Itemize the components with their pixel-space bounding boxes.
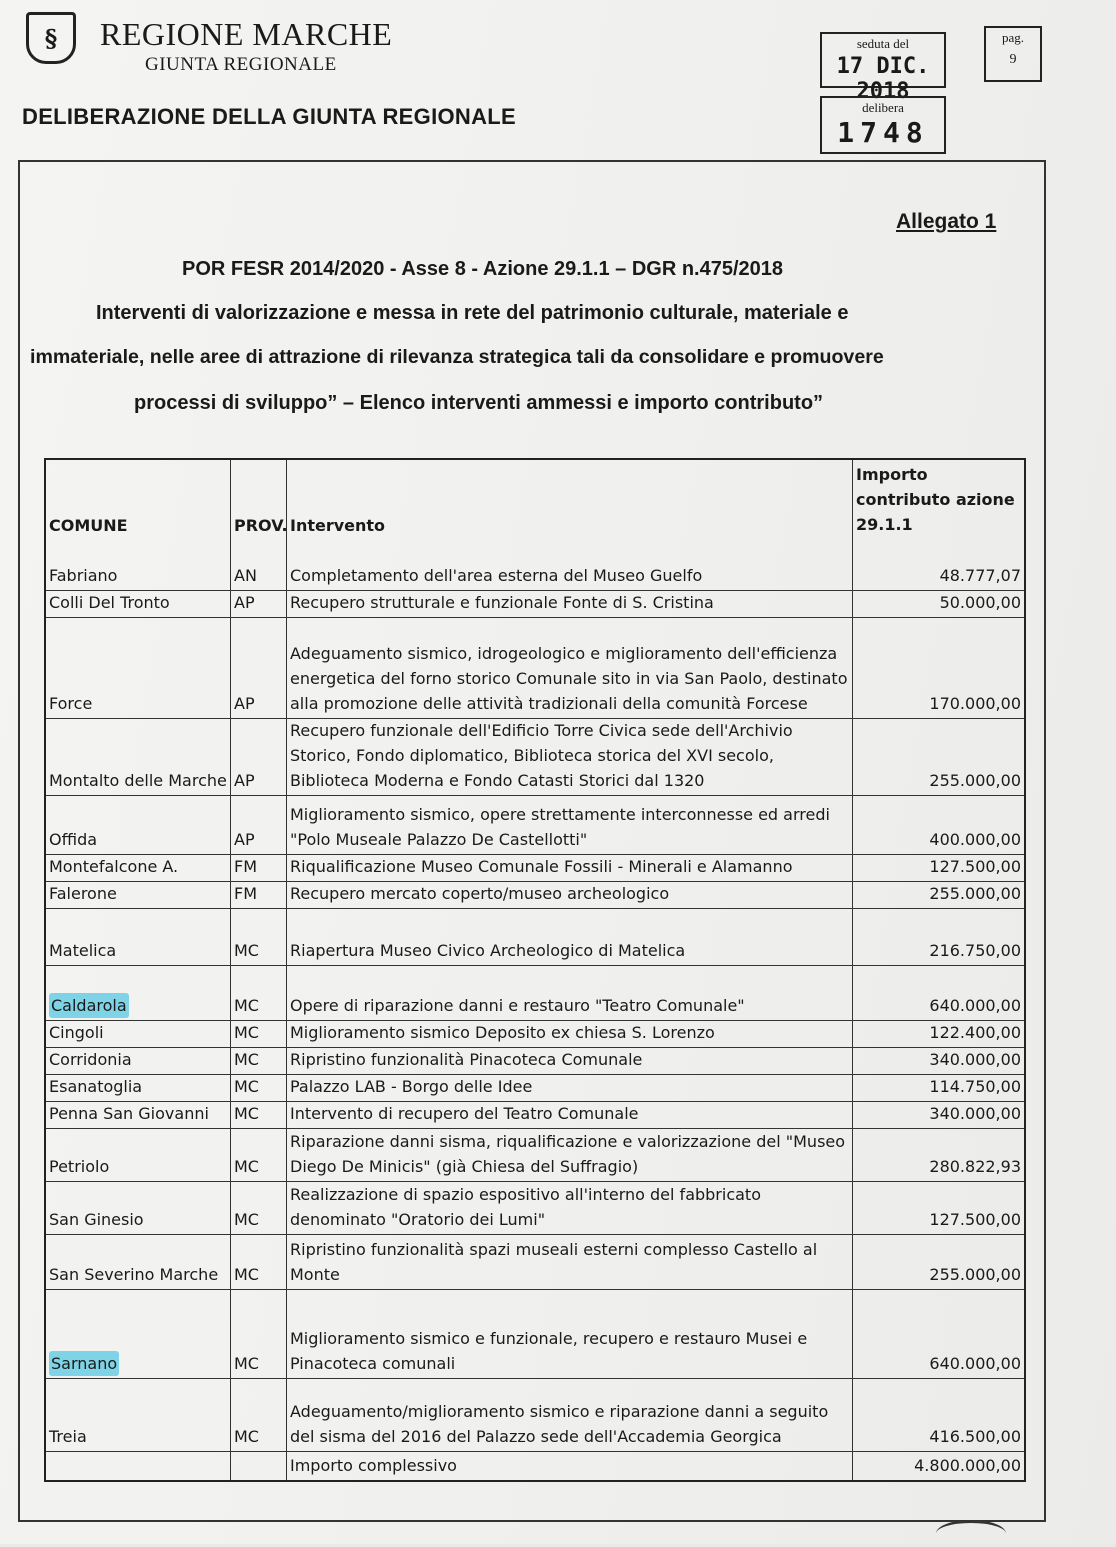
cell-comune-text: Petriolo	[49, 1157, 110, 1176]
cell-importo-text: 127.500,00	[929, 857, 1021, 876]
cell-prov	[230, 1102, 286, 1128]
delibera-label: delibera	[862, 100, 904, 115]
cell-prov-text: AP	[234, 830, 255, 849]
cell-importo-text: 170.000,00	[929, 694, 1021, 713]
cell-intervento-text: Opere di riparazione danni e restauro "Teatro Comunale"	[290, 996, 745, 1015]
cell-comune	[46, 1075, 230, 1101]
cell-prov	[230, 796, 286, 854]
cell-comune-text: Corridonia	[49, 1050, 132, 1069]
table-row	[46, 795, 1024, 854]
cell-importo-text: 400.000,00	[929, 830, 1021, 849]
cell-intervento	[286, 1021, 852, 1047]
cell-comune-text: Colli Del Tronto	[49, 593, 170, 612]
cell-comune-text: Force	[49, 694, 93, 713]
cell-prov	[230, 1021, 286, 1047]
cell-comune	[46, 540, 230, 590]
cell-importo	[852, 882, 1024, 908]
table-row	[46, 854, 1024, 881]
cell-intervento	[286, 1075, 852, 1101]
table-row	[46, 1101, 1024, 1128]
seduta-box	[820, 32, 946, 104]
cell-comune-text: Falerone	[49, 884, 117, 903]
cell-intervento	[286, 882, 852, 908]
cell-importo	[852, 966, 1024, 1020]
cell-comune	[46, 1048, 230, 1074]
cell-prov	[230, 1129, 286, 1181]
cell-comune-text: Caldarola	[49, 993, 129, 1018]
header-intervento: Intervento	[286, 460, 852, 540]
cell-comune	[46, 796, 230, 854]
table-row	[46, 965, 1024, 1020]
cell-comune	[46, 618, 230, 718]
header-comune: COMUNE	[49, 516, 128, 535]
cell-intervento	[286, 1102, 852, 1128]
cell-intervento	[286, 909, 852, 965]
allegato-label: Allegato 1	[896, 210, 997, 233]
cell-intervento	[286, 1235, 852, 1289]
subtitle-line-4: processi di sviluppo” – Elenco interventi ammessi e importo contributo”	[134, 392, 824, 414]
table-row	[46, 1181, 1024, 1234]
cell-intervento-text: Adeguamento sismico, idrogeologico e miglioramento dell'efficienza energetica del forno storico Comunale sito in via San Paolo, destinato alla promozione delle attività tradizionali della comunità Forcese	[290, 644, 848, 713]
cell-comune	[46, 855, 230, 881]
cell-intervento-text: Intervento di recupero del Teatro Comunale	[290, 1104, 639, 1123]
cell-prov-text: MC	[234, 1104, 259, 1123]
cell-importo-text: 255.000,00	[929, 771, 1021, 790]
cell-intervento-text: Recupero strutturale e funzionale Fonte di S. Cristina	[290, 593, 714, 612]
table-row	[46, 908, 1024, 965]
cell-comune-text: Esanatoglia	[49, 1077, 143, 1096]
cell-importo	[852, 1235, 1024, 1289]
cell-comune	[46, 909, 230, 965]
cell-prov	[230, 1235, 286, 1289]
cell-comune-text: Cingoli	[49, 1023, 104, 1042]
cell-prov-text: MC	[234, 1210, 259, 1229]
header-importo: Importo contributo azione 29.1.1	[852, 460, 1024, 540]
cell-importo	[852, 591, 1024, 617]
table-row	[46, 1234, 1024, 1289]
cell-prov	[230, 1048, 286, 1074]
cell-importo	[852, 1129, 1024, 1181]
table-row	[46, 1378, 1024, 1451]
seduta-label: seduta del	[856, 36, 910, 51]
cell-intervento	[286, 1048, 852, 1074]
cell-importo	[852, 1290, 1024, 1378]
cell-intervento	[286, 1129, 852, 1181]
cell-prov-text: MC	[234, 996, 259, 1015]
cell-comune-text: San Ginesio	[49, 1210, 144, 1229]
cell-prov-text: FM	[234, 857, 258, 876]
cell-comune-text: Sarnano	[49, 1351, 119, 1376]
header-prov: PROV.	[230, 460, 286, 540]
cell-intervento-text: Ripristino funzionalità Pinacoteca Comunale	[290, 1050, 643, 1069]
cell-comune-text: Penna San Giovanni	[49, 1104, 209, 1123]
regione-marche-logo-icon: §	[26, 12, 76, 64]
cell-intervento	[286, 618, 852, 718]
cell-prov	[230, 1075, 286, 1101]
cell-comune	[46, 882, 230, 908]
cell-importo-text: 216.750,00	[929, 941, 1021, 960]
subtitle-line-3: immateriale, nelle aree di attrazione di rilevanza strategica tali da consolidare e promuovere	[30, 346, 884, 368]
cell-comune	[46, 1182, 230, 1234]
cell-prov-text: AP	[234, 771, 255, 790]
cell-intervento-text: Realizzazione di spazio espositivo all'interno del fabbricato denominato "Oratorio dei Lumi"	[290, 1185, 761, 1229]
cell-comune	[46, 1102, 230, 1128]
cell-prov	[230, 909, 286, 965]
subtitle-line-2: Interventi di valorizzazione e messa in rete del patrimonio culturale, materiale e	[96, 302, 849, 324]
signature-mark	[936, 1520, 1006, 1547]
cell-prov	[230, 591, 286, 617]
cell-importo-text: 640.000,00	[929, 996, 1021, 1015]
cell-prov	[230, 855, 286, 881]
cell-prov	[230, 618, 286, 718]
cell-importo-text: 114.750,00	[929, 1077, 1021, 1096]
cell-comune	[46, 1129, 230, 1181]
cell-comune	[46, 719, 230, 795]
cell-comune	[46, 1235, 230, 1289]
cell-importo-text: 48.777,07	[939, 566, 1021, 585]
cell-importo	[852, 719, 1024, 795]
cell-importo	[852, 1021, 1024, 1047]
cell-importo	[852, 618, 1024, 718]
cell-intervento	[286, 540, 852, 590]
cell-importo-text: 280.822,93	[929, 1157, 1021, 1176]
cell-prov-text: MC	[234, 1077, 259, 1096]
total-value: 4.800.000,00	[852, 1452, 1024, 1480]
cell-intervento-text: Completamento dell'area esterna del Museo Guelfo	[290, 566, 703, 585]
cell-intervento	[286, 855, 852, 881]
table-row	[46, 1047, 1024, 1074]
cell-prov-text: MC	[234, 941, 259, 960]
cell-intervento-text: Riapertura Museo Civico Archeologico di Matelica	[290, 941, 686, 960]
cell-importo-text: 127.500,00	[929, 1210, 1021, 1229]
table-row	[46, 590, 1024, 617]
cell-importo	[852, 855, 1024, 881]
table-row	[46, 1128, 1024, 1181]
region-name: REGIONE MARCHE	[100, 16, 393, 52]
cell-prov-text: MC	[234, 1265, 259, 1284]
cell-prov	[230, 966, 286, 1020]
cell-intervento	[286, 1379, 852, 1451]
cell-comune-text: Offida	[49, 830, 98, 849]
cell-comune-text: San Severino Marche	[49, 1265, 219, 1284]
table-row	[46, 1289, 1024, 1378]
cell-importo	[852, 1379, 1024, 1451]
total-spacer	[46, 1452, 230, 1480]
cell-intervento-text: Ripristino funzionalità spazi museali esterni complesso Castello al Monte	[290, 1240, 818, 1284]
region-subtitle: GIUNTA REGIONALE	[145, 54, 337, 75]
cell-importo	[852, 1075, 1024, 1101]
cell-comune-text: Montalto delle Marche	[49, 771, 227, 790]
cell-prov	[230, 1182, 286, 1234]
cell-importo	[852, 1102, 1024, 1128]
cell-importo-text: 340.000,00	[929, 1104, 1021, 1123]
cell-comune-text: Fabriano	[49, 566, 118, 585]
cell-prov-text: MC	[234, 1157, 259, 1176]
cell-intervento-text: Riparazione danni sisma, riqualificazione e valorizzazione del "Museo Diego De Minicis" (già Chiesa del Suffragio)	[290, 1132, 846, 1176]
cell-intervento-text: Miglioramento sismico, opere strettamente interconnesse ed arredi "Polo Museale Palazzo De Castellotti"	[290, 805, 830, 849]
cell-importo	[852, 1182, 1024, 1234]
cell-intervento	[286, 966, 852, 1020]
cell-comune	[46, 591, 230, 617]
cell-importo-text: 640.000,00	[929, 1354, 1021, 1373]
cell-importo-text: 122.400,00	[929, 1023, 1021, 1042]
cell-prov	[230, 719, 286, 795]
cell-prov-text: FM	[234, 884, 258, 903]
cell-prov	[230, 540, 286, 590]
cell-comune	[46, 1379, 230, 1451]
cell-intervento-text: Recupero mercato coperto/museo archeologico	[290, 884, 670, 903]
table-header-row	[46, 460, 1024, 540]
page-number: 9	[1009, 52, 1017, 67]
cell-importo	[852, 540, 1024, 590]
cell-comune-text: Montefalcone A.	[49, 857, 179, 876]
cell-importo	[852, 796, 1024, 854]
cell-intervento-text: Recupero funzionale dell'Edificio Torre Civica sede dell'Archivio Storico, Fondo diplomatico, Biblioteca storica del XVI secolo, Biblioteca Moderna e Fondo Catasti Storici dal 1320	[290, 721, 793, 790]
cell-importo-text: 255.000,00	[929, 884, 1021, 903]
cell-intervento	[286, 1290, 852, 1378]
cell-intervento-text: Adeguamento/miglioramento sismico e riparazione danni a seguito del sisma del 2016 del Palazzo sede dell'Accademia Georgica	[290, 1402, 829, 1446]
delibera-number: 1748	[837, 116, 929, 149]
cell-prov-text: MC	[234, 1427, 259, 1446]
cell-importo	[852, 1048, 1024, 1074]
cell-prov-text: AP	[234, 593, 255, 612]
cell-intervento-text: Riqualificazione Museo Comunale Fossili - Minerali e Alamanno	[290, 857, 793, 876]
cell-intervento-text: Miglioramento sismico Deposito ex chiesa S. Lorenzo	[290, 1023, 715, 1042]
subtitle-line-1: POR FESR 2014/2020 - Asse 8 - Azione 29.1.1 – DGR n.475/2018	[182, 258, 784, 280]
table-row	[46, 617, 1024, 718]
cell-comune	[46, 1021, 230, 1047]
cell-comune	[46, 1290, 230, 1378]
table-row	[46, 540, 1024, 590]
cell-importo-text: 255.000,00	[929, 1265, 1021, 1284]
delibera-box	[820, 96, 946, 154]
cell-importo-text: 50.000,00	[939, 593, 1021, 612]
cell-comune-text: Matelica	[49, 941, 117, 960]
total-spacer	[230, 1452, 286, 1480]
seduta-date: 17 DIC. 2018	[836, 54, 930, 104]
cell-prov	[230, 882, 286, 908]
table-body	[46, 540, 1024, 1451]
cell-comune	[46, 966, 230, 1020]
table-row	[46, 881, 1024, 908]
cell-intervento-text: Palazzo LAB - Borgo delle Idee	[290, 1077, 533, 1096]
cell-intervento	[286, 1182, 852, 1234]
cell-importo-text: 416.500,00	[929, 1427, 1021, 1446]
cell-prov-text: MC	[234, 1050, 259, 1069]
cell-comune-text: Treia	[49, 1427, 87, 1446]
cell-importo	[852, 909, 1024, 965]
table-row	[46, 718, 1024, 795]
table-row	[46, 1074, 1024, 1101]
cell-prov-text: AN	[234, 566, 257, 585]
deliberation-title: DELIBERAZIONE DELLA GIUNTA REGIONALE	[22, 104, 516, 129]
interventions-table	[44, 458, 1026, 1482]
cell-intervento	[286, 591, 852, 617]
cell-prov-text: MC	[234, 1354, 259, 1373]
cell-prov	[230, 1290, 286, 1378]
cell-prov	[230, 1379, 286, 1451]
cell-importo-text: 340.000,00	[929, 1050, 1021, 1069]
page-label: pag.	[1001, 30, 1025, 45]
cell-prov-text: AP	[234, 694, 255, 713]
cell-intervento	[286, 719, 852, 795]
cell-prov-text: MC	[234, 1023, 259, 1042]
page-box	[984, 26, 1042, 82]
total-label: Importo complessivo	[286, 1452, 852, 1480]
table-row	[46, 1020, 1024, 1047]
cell-intervento	[286, 796, 852, 854]
total-row	[46, 1451, 1024, 1480]
cell-intervento-text: Miglioramento sismico e funzionale, recupero e restauro Musei e Pinacoteca comunali	[290, 1329, 808, 1373]
